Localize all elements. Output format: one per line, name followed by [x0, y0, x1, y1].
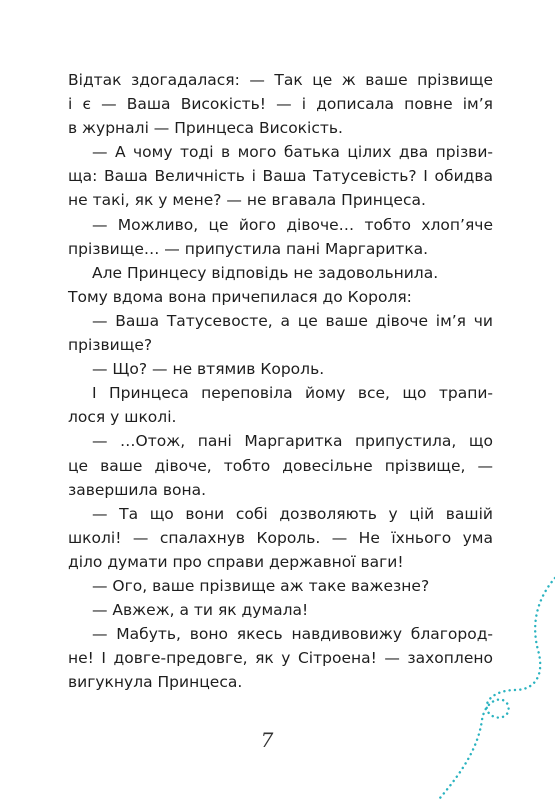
text-line: прізвище?	[68, 336, 153, 355]
text-line: прізвище… — припустила пані Маргаритка.	[68, 239, 429, 258]
text-line: не такі, як у мене? — не вгавала Принцеса.	[68, 191, 426, 210]
text-line: — Мабуть, воно якесь навдивовижу благород-	[92, 625, 493, 644]
text-line: це ваше дівоче, тобто довесільне прізвище, —	[68, 456, 493, 475]
text-line: І Принцеса переповіла йому все, що трапи-	[92, 384, 493, 403]
text-line: Тому вдома вона причепилася до Короля:	[68, 287, 412, 306]
text-line: — Що? — не втямив Король.	[92, 360, 325, 379]
text-line: — Ого, ваше прізвище аж таке важезне?	[92, 576, 430, 595]
text-line: — Можливо, це його дівоче… тобто хлоп’яче	[92, 215, 493, 234]
text-line: лося у школі.	[68, 408, 177, 427]
text-line: не! І довге-предовге, як у Сітроена! — захоплено	[68, 649, 493, 668]
text-line: і є — Ваша Високість! — і дописала повне ім’я	[68, 95, 493, 114]
text-line: ща: Ваша Величність і Ваша Татусевість? І обидва	[68, 167, 493, 186]
text-line: — Авжеж, а ти як думала!	[92, 601, 309, 620]
text-line: — …Отож, пані Маргаритка припустила, що	[92, 432, 493, 451]
text-line: діло думати про справи державної ваги!	[68, 552, 404, 571]
text-line: — Ваша Татусевосте, а це ваше дівоче ім’я чи	[92, 311, 493, 330]
text-line: Відтак здогадалася: — Так це ж ваше прізвище	[68, 71, 493, 89]
text-line: — Та що вони собі дозволяють у цій вашій	[92, 504, 493, 523]
text-line: вигукнула Принцеса.	[68, 673, 243, 692]
text-line: — А чому тоді в мого батька цілих два прізви-	[92, 143, 493, 162]
text-line: Але Принцесу відповідь не задовольнила.	[92, 263, 439, 282]
text-line: школі! — спалахнув Король. — Не їхнього ума	[68, 528, 493, 547]
page-number: 7	[260, 728, 274, 752]
text-line: завершила вона.	[68, 480, 207, 499]
text-line: в журналі — Принцеса Високість.	[68, 119, 343, 138]
